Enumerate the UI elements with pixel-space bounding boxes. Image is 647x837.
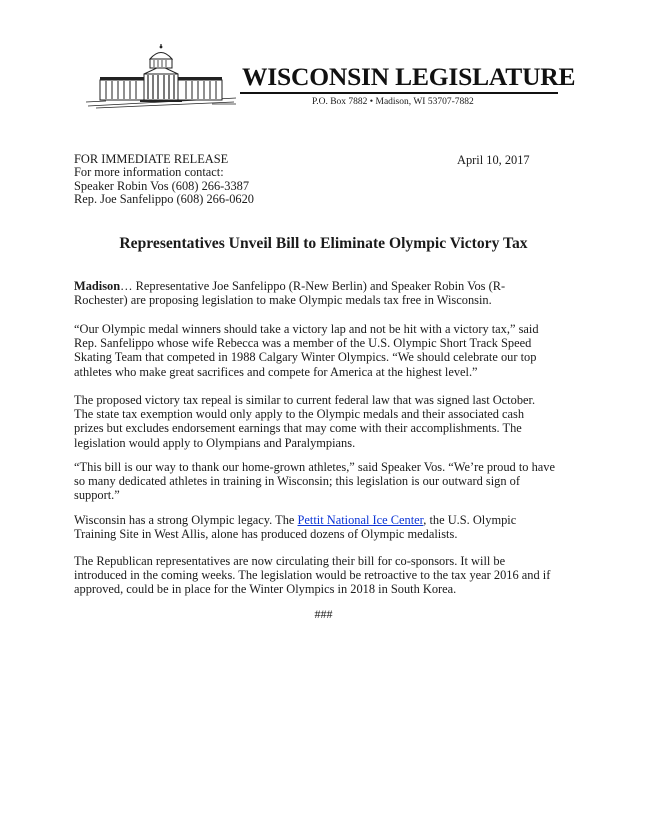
paragraph-2 (74, 322, 554, 379)
paragraph-4-line: so many dedicated athletes in training in Wisconsin; this legislation is our outward sign of (74, 474, 520, 489)
paragraph-2-line: athletes who make great sacrifices and compete for America at the highest level.” (74, 364, 478, 379)
paragraph-6-line: approved, could be in place for the Winter Olympics in 2018 in South Korea. (74, 582, 457, 597)
contact-line-1: Speaker Robin Vos (608) 266-3387 (74, 178, 250, 193)
paragraph-4-line: support.” (74, 488, 120, 503)
paragraph-3-line: prizes but excludes endorsement earnings that may come with their accomplishments. The (74, 421, 522, 436)
paragraph-3-line: legislation would apply to Olympians and Paralympians. (74, 435, 356, 450)
pettit-ice-center-link[interactable]: Pettit National Ice Center (297, 513, 424, 527)
paragraph-6-line: introduced in the coming weeks. The legislation would be retroactive to the tax year 2016 and if (74, 568, 551, 583)
letterhead-divider (240, 92, 558, 94)
paragraph-3-line: The state tax exemption would only apply to the Olympic medals and their associated cash (74, 407, 525, 422)
paragraph-6-line: The Republican representatives are now circulating their bill for co-sponsors. It will be (74, 554, 506, 568)
contact-label: For more information contact: (74, 165, 224, 180)
letterhead-title: WISCONSIN LEGISLATURE (242, 62, 576, 91)
release-date: April 10, 2017 (457, 153, 530, 167)
paragraph-4 (74, 460, 554, 503)
paragraph-1 (74, 279, 554, 307)
headline: Representatives Unveil Bill to Eliminate Olympic Victory Tax (119, 235, 528, 252)
paragraph-2-line: Rep. Sanfelippo whose wife Rebecca was a member of the U.S. Olympic Short Track Speed (74, 336, 532, 351)
paragraph-1-text: … Representative Joe Sanfelippo (R-New Berlin) and Speaker Robin Vos (R- (120, 279, 506, 293)
paragraph-3-line: The proposed victory tax repeal is similar to current federal law that was signed last October. (74, 393, 536, 407)
paragraph-5-text: Wisconsin has a strong Olympic legacy. The (74, 513, 298, 527)
paragraph-5 (74, 513, 554, 541)
capitol-building-icon (86, 44, 236, 110)
paragraph-6 (74, 554, 554, 597)
paragraph-2-line: Skating Team that competed in 1988 Calgary Winter Olympics. “We should celebrate our top (74, 350, 537, 365)
paragraph-3 (74, 393, 554, 450)
contact-block (74, 153, 254, 206)
dateline: Madison (74, 279, 121, 293)
letterhead-address: P.O. Box 7882 • Madison, WI 53707-7882 (312, 97, 474, 107)
release-label: FOR IMMEDIATE RELEASE (74, 152, 229, 166)
paragraph-2-line: “Our Olympic medal winners should take a victory lap and not be hit with a victory tax,” said (74, 322, 539, 336)
paragraph-4-line: “This bill is our way to thank our home-grown athletes,” said Speaker Vos. “We’re proud to have (74, 460, 555, 474)
end-mark: ### (314, 607, 333, 621)
paragraph-5-text: , the U.S. Olympic (423, 513, 517, 527)
contact-line-2: Rep. Joe Sanfelippo (608) 266-0620 (74, 191, 254, 206)
paragraph-5-line: Training Site in West Allis, alone has produced dozens of Olympic medalists. (74, 527, 458, 542)
paragraph-1-line: Rochester) are proposing legislation to make Olympic medals tax free in Wisconsin. (74, 293, 492, 308)
